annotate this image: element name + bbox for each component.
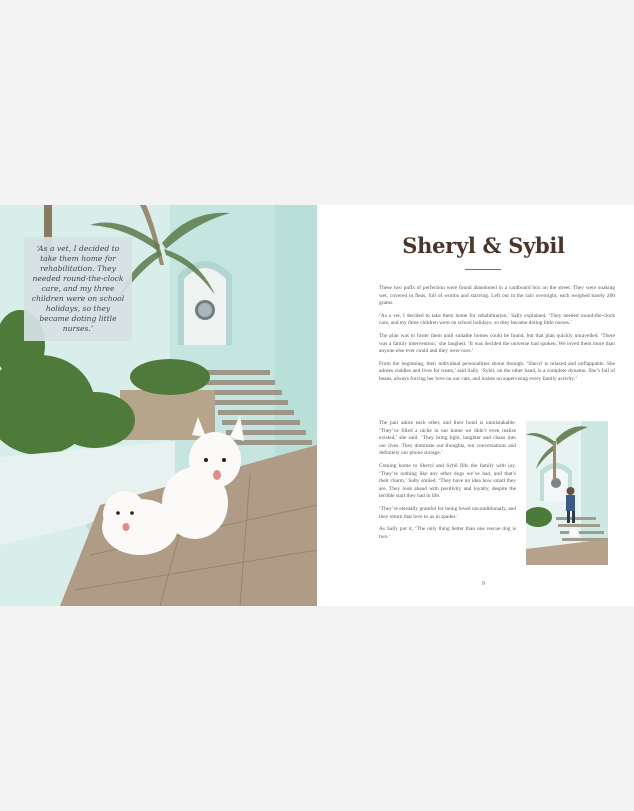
pull-quote-box: [24, 237, 132, 341]
body-text-wide: [379, 285, 615, 389]
left-photo-dogs-on-steps: [0, 205, 317, 606]
paragraph: The pair adore each other, and their bond is unmistakable. ‘They’ve filled a niche in our home we didn’t even realise existed,’ she said. ‘They bring light, laughter and chaos into our lives. They dominate our thoughts, our conversations and definitely our phone storage.’: [379, 420, 516, 457]
paragraph: The plan was to foster them until suitable homes could be found, but that plan quickly unravelled. ‘There was a family intervention,’ she laughed. ‘It was decided the universe had spoken. We loved them more than anyone else ever could and they were ours.’: [379, 332, 615, 355]
paragraph: As Sally put it, ‘The only thing better than one rescue dog is two.’: [379, 526, 516, 540]
pull-quote: ‘As a vet, I decided to take them home for rehabilitation. They needed round-the-clock care, and my three children were on school holidays, so they became doting little nurses.’: [31, 244, 125, 333]
body-text-narrow: [379, 420, 516, 546]
paragraph: From the beginning, their individual personalities shone through. ‘Sheryl is relaxed and unflappable. She adores cuddles and lives for treats,’ said Sally. ‘Sybil, on the other hand, is a complete dynamo. She’s full of beans, always forcing her love on our cats, and insists on supervising every family activity.’: [379, 360, 615, 382]
paragraph: Coming home to Sheryl and Sybil fills the family with joy. ‘They’re nothing like any other dogs we’ve had, and that’s their charm,’ Sally smiled. ‘They have no idea how small they are. They look ahead with positivity and loyalty, despite the terrible start they had in life.: [379, 462, 516, 500]
article-title: Sheryl & Sybil: [402, 233, 565, 258]
paragraph: These two puffs of perfection were found abandoned in a cardboard box on the street. They were soaking wet, covered in fleas, full of worms and starving. Left out in the rain overnight, each weighed barely 200 grams.: [379, 285, 615, 307]
paragraph: ‘They’re eternally grateful for being loved unconditionally, and they return that love to us in spades.’: [379, 505, 516, 520]
inset-photo-walking-dog: [526, 421, 608, 565]
right-page: [317, 205, 634, 606]
page-number: 9: [482, 581, 485, 587]
title-divider: [465, 269, 501, 270]
paragraph: ‘As a vet, I decided to take them home for rehabilitation,’ Sally explained. ‘They needed round-the-clock care, and my three children were on school holidays, so they became doting little nurses.’: [379, 312, 615, 327]
book-spread: [0, 205, 634, 606]
inset-illustration: [526, 421, 608, 565]
